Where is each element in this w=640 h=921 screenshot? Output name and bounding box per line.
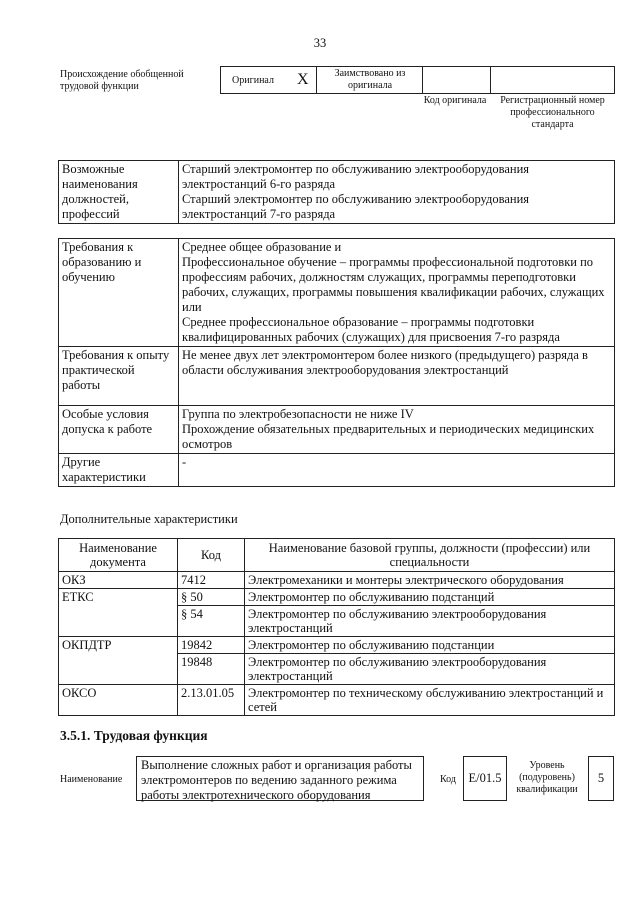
requirement-label: Требования к образованию и обучению xyxy=(59,239,179,347)
cell-name: Электромонтер по техническому обслуживанию электростанций и сетей xyxy=(245,685,615,716)
function-level-value: 5 xyxy=(588,756,614,801)
requirement-label: Требования к опыту практической работы xyxy=(59,347,179,406)
requirement-row xyxy=(59,454,615,487)
table-row xyxy=(59,637,615,654)
page-number: 33 xyxy=(313,36,327,50)
function-code-label: Код xyxy=(440,774,456,785)
cell-code: 2.13.01.05 xyxy=(178,685,245,716)
position-line: Старший электромонтер по обслуживанию электрооборудования электростанций 6-го разряда xyxy=(182,162,530,191)
function-level-label: Уровень (подуровень) квалификации xyxy=(516,760,578,795)
additional-header-row xyxy=(59,539,615,572)
cell-code: § 54 xyxy=(178,606,245,637)
requirement-row xyxy=(59,406,615,454)
positions-table xyxy=(58,160,615,224)
additional-title: Дополнительные характеристики xyxy=(60,512,238,526)
requirement-row xyxy=(59,347,615,406)
requirement-line: или xyxy=(182,300,202,314)
table-row xyxy=(59,589,615,606)
cell-doc: ОКПДТР xyxy=(59,637,178,685)
requirements-table xyxy=(58,238,615,487)
function-name-label: Наименование xyxy=(60,774,123,785)
positions-cell xyxy=(179,161,615,224)
requirement-line: - xyxy=(182,455,187,469)
requirement-line: Среднее профессиональное образование – программы подготовки квалифицированных рабочих (служащих) для присвоения 7-го разряда xyxy=(182,315,560,344)
origin-reg-caption: Регистрационный номер профессионального стандарта xyxy=(500,95,605,130)
origin-label: Происхождение обобщенной трудовой функции xyxy=(60,69,184,92)
origin-original: Оригинал xyxy=(232,75,274,86)
function-heading: 3.5.1. Трудовая функция xyxy=(60,728,208,743)
requirement-row xyxy=(59,239,615,347)
cell-name: Электромонтер по обслуживанию подстанций xyxy=(245,589,615,606)
requirement-label: Другие характеристики xyxy=(59,454,179,487)
cell-doc: ОКЗ xyxy=(59,572,178,589)
requirement-line: Не менее двух лет электромонтером более низкого (предыдущего) разряда в области обслуживания электрооборудования электростанций xyxy=(182,348,588,377)
header-document: Наименование документа xyxy=(59,539,178,572)
cell-doc: ОКСО xyxy=(59,685,178,716)
position-line: Старший электромонтер по обслуживанию электрооборудования электростанций 7-го разряда xyxy=(182,192,530,221)
divider xyxy=(422,67,423,93)
divider xyxy=(490,67,491,93)
table-row xyxy=(59,572,615,589)
cell-name: Электромонтер по обслуживанию электрооборудования электростанций xyxy=(245,654,615,685)
origin-code-caption: Код оригинала xyxy=(423,95,487,106)
cell-name: Электромонтер по обслуживанию электрооборудования электростанций xyxy=(245,606,615,637)
function-name-value: Выполнение сложных работ и организация работы электромонтеров по ведению заданного режима работы электротехнического оборудования xyxy=(136,756,424,801)
requirement-line: Среднее общее образование и xyxy=(182,240,342,254)
divider xyxy=(316,67,317,93)
requirement-line: Группа по электробезопасности не ниже IV xyxy=(182,407,414,421)
origin-box xyxy=(220,66,615,94)
table-row xyxy=(59,685,615,716)
requirement-label: Особые условия допуска к работе xyxy=(59,406,179,454)
header-code: Код xyxy=(178,539,245,572)
cell-code: 19842 xyxy=(178,637,245,654)
cell-name: Электромеханики и монтеры электрического оборудования xyxy=(245,572,615,589)
cell-code: 7412 xyxy=(178,572,245,589)
origin-mark: X xyxy=(297,71,309,88)
cell-code: 19848 xyxy=(178,654,245,685)
positions-label: Возможные наименования должностей, профессий xyxy=(59,161,179,224)
cell-name: Электромонтер по обслуживанию подстанции xyxy=(245,637,615,654)
cell-code: § 50 xyxy=(178,589,245,606)
function-code-value: E/01.5 xyxy=(463,756,507,801)
requirement-line: Прохождение обязательных предварительных и периодических медицинских осмотров xyxy=(182,422,595,451)
requirement-line: Профессиональное обучение – программы профессиональной подготовки по профессиям рабочих, должностям служащих, программы переподготовки рабочих, служащих, программы повышения квалификации рабочих, служащих xyxy=(182,255,605,299)
origin-borrowed: Заимствовано из оригинала xyxy=(334,68,406,91)
cell-doc: ЕТКС xyxy=(59,589,178,637)
header-name: Наименование базовой группы, должности (профессии) или специальности xyxy=(245,539,615,572)
additional-table xyxy=(58,538,615,716)
